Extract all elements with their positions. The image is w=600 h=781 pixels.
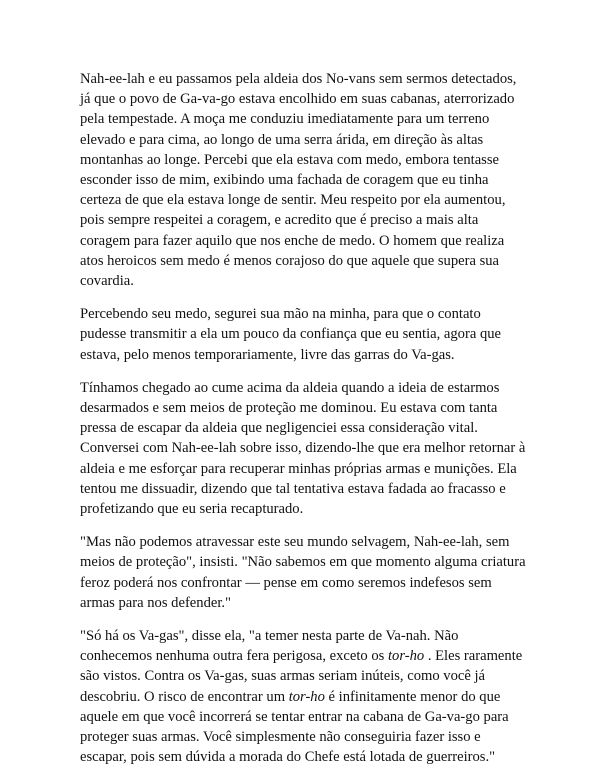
paragraph-4 <box>80 532 528 613</box>
paragraph-5 <box>80 626 528 767</box>
paragraph-5-text-b: . Eles raramente são vistos. Contra os Va-gas, suas armas seriam inúteis, como você já descobriu. O risco de encontrar um <box>80 648 523 705</box>
paragraph-4-text: "Mas não podemos atravessar este seu mundo selvagem, Nah-ee-lah, sem meios de proteção", insisti. "Não sabemos em que momento alguma criatura feroz poderá nos confrontar — pense em como seremos indefesos sem armas para nos defender." <box>80 534 526 611</box>
paragraph-5-text-c: é infinitamente menor do que aquele em que você incorrerá se tentar entrar na cabana de Ga-va-go para proteger suas armas. Você simplesmente não conseguiria fazer isso e escapar, pois sem dúvida a morada do Chefe está lotada de guerreiros." <box>80 688 509 766</box>
paragraph-1-text: Nah-ee-lah e eu passamos pela aldeia dos No-vans sem sermos detectados, já que o povo de Ga-va-go estava encolhido em suas cabanas, aterrorizado pela tempestade. A moça me conduziu imediatamente para um terreno elevado e para cima, ao longo de uma serra árida, em direção às altas montanhas ao longe. Percebi que ela estava com medo, embora tentasse esconder isso de mim, exibindo uma fachada de coragem que eu tinha certeza de que ela estava longe de sentir. Meu respeito por ela aumentou, pois sempre respeitei a coragem, e acredito que é preciso a mais alta coragem para fazer aquilo que nos enche de medo. O homem que realiza atos heroicos sem medo é menos corajoso do que aquele que supera sua covardia. <box>80 71 517 290</box>
paragraph-5-text-a: "Só há os Va-gas", disse ela, "a temer nesta parte de Va-nah. Não conhecemos nenhuma outra fera perigosa, exceto os <box>80 628 459 665</box>
paragraph-5-italic-term-1: tor-ho <box>387 648 425 665</box>
paragraph-2-text: Percebendo seu medo, segurei sua mão na minha, para que o contato pudesse transmitir a ela um pouco da confiança que eu sentia, agora que estava, pelo menos temporariamente, livre das garras do Va-gas. <box>80 306 502 363</box>
paragraph-2 <box>80 304 528 365</box>
document-page <box>80 69 528 781</box>
paragraph-5-italic-term-2: tor-ho <box>288 688 325 705</box>
paragraph-3-text: Tínhamos chegado ao cume acima da aldeia quando a ideia de estarmos desarmados e sem meios de proteção me dominou. Eu estava com tanta pressa de escapar da aldeia que negligenciei essa consideração vital. Conversei com Nah-ee-lah sobre isso, dizendo-lhe que era melhor retornar à aldeia e me esforçar para recuperar minhas próprias armas e munições. Ela tentou me dissuadir, dizendo que tal tentativa estava fadada ao fracasso e profetizando que eu seria recapturado. <box>80 379 526 518</box>
paragraph-1 <box>80 69 528 291</box>
paragraph-3 <box>80 378 528 519</box>
